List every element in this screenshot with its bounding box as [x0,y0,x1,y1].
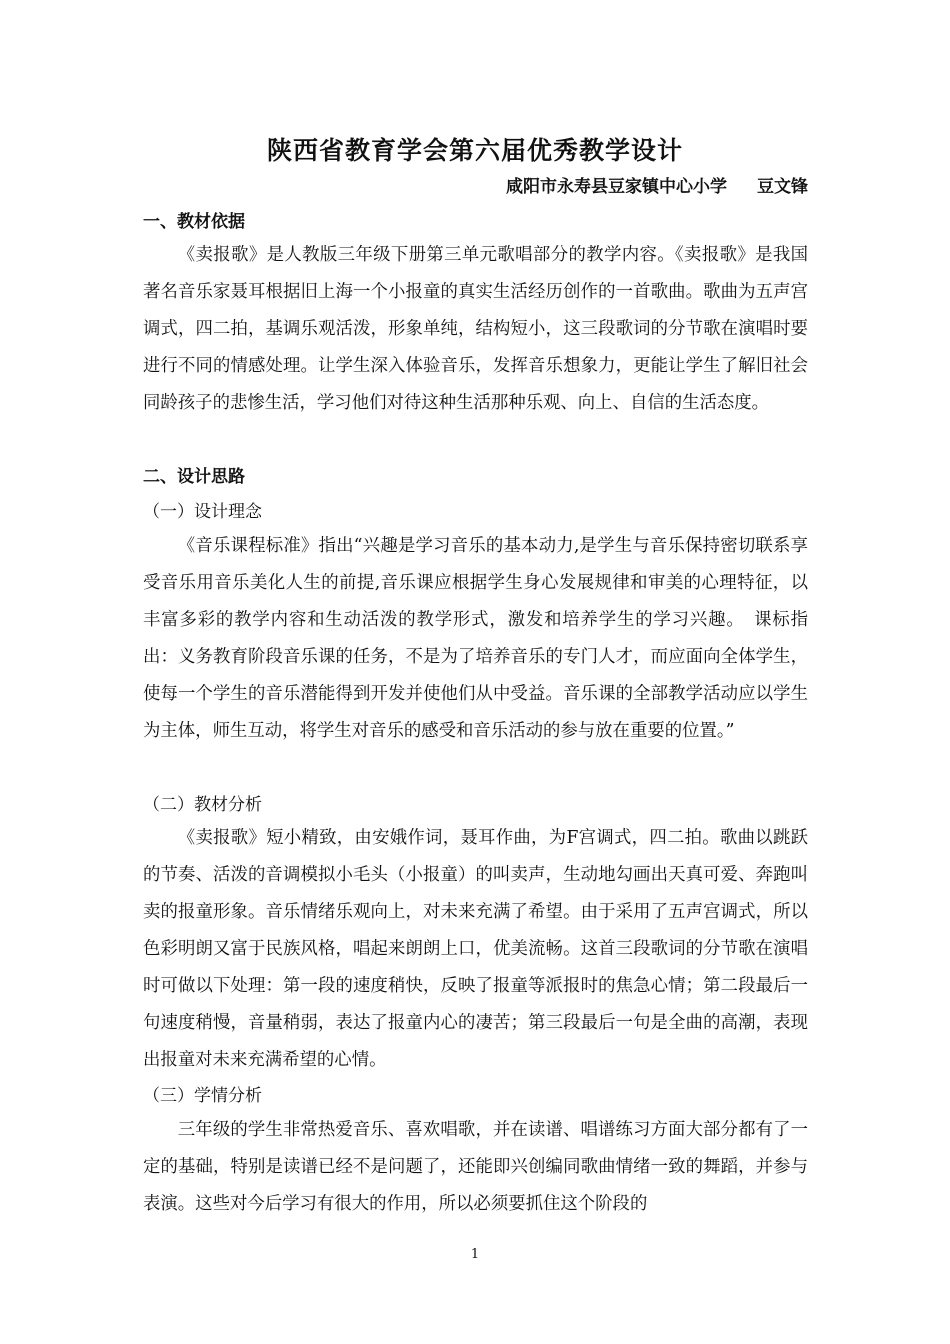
subsection-1-paragraph: 《音乐课程标准》指出“兴趣是学习音乐的基本动力,是学生与音乐保持密切联系享受音乐用音乐美化人生的前提,音乐课应根据学生身心发展规律和审美的心理特征，以丰富多彩的教学内容和生动活泼的教学形式，激发和培养学生的学习兴趣。 课标指出：义务教育阶段音乐课的任务，不是为了培养音乐的专门人才，而应面向全体学生，使每一个学生的音乐潜能得到开发并使他们从中受益。音乐课的全部教学活动应以学生为主体，师生互动，将学生对音乐的感受和音乐活动的参与放在重要的位置。” [143,536,808,741]
section-heading-2: 二、设计思路 [143,467,245,487]
section-1-paragraph: 《卖报歌》是人教版三年级下册第三单元歌唱部分的教学内容。《卖报歌》是我国著名音乐家聂耳根据旧上海一个小报童的真实生活经历创作的一首歌曲。歌曲为五声宫调式，四二拍，基调乐观活泼，形象单纯，结构短小，这三段歌词的分节歌在演唱时要进行不同的情感处理。让学生深入体验音乐，发挥音乐想象力，更能让学生了解旧社会同龄孩子的悲惨生活，学习他们对待这种生活那种乐观、向上、自信的生活态度。 [143,245,808,413]
author-school: 咸阳市永寿县豆家镇中心小学 [506,177,727,197]
subsection-3-paragraph: 三年级的学生非常热爱音乐、喜欢唱歌，并在读谱、唱谱练习方面大部分都有了一定的基础，特别是读谱已经不是问题了，还能即兴创编同歌曲情绪一致的舞蹈，并参与表演。这些对今后学习有很大的作用，所以必须要抓住这个阶段的 [143,1120,808,1214]
page-number: 1 [470,1247,480,1262]
subsection-heading-design-concept: （一）设计理念 [143,502,262,522]
page-title: 陕西省教育学会第六届优秀教学设计 [266,136,683,165]
author-line [506,174,808,200]
subsection-heading-student-analysis: （三）学情分析 [143,1086,262,1106]
author-name: 豆文锋 [757,177,808,197]
section-heading-1: 一、教材依据 [143,212,245,232]
subsection-heading-material-analysis: （二）教材分析 [143,795,262,815]
subsection-2-paragraph: 《卖报歌》短小精致，由安娥作词，聂耳作曲，为F宫调式，四二拍。歌曲以跳跃的节奏、活泼的音调模拟小毛头（小报童）的叫卖声，生动地勾画出天真可爱、奔跑叫卖的报童形象。音乐情绪乐观向上，对未来充满了希望。由于采用了五声宫调式，所以色彩明朗又富于民族风格，唱起来朗朗上口，优美流畅。这首三段歌词的分节歌在演唱时可做以下处理：第一段的速度稍快，反映了报童等派报时的焦急心情；第二段最后一句速度稍慢，音量稍弱，表达了报童内心的凄苦；第三段最后一句是全曲的高潮，表现出报童对未来充满希望的心情。 [143,828,808,1070]
